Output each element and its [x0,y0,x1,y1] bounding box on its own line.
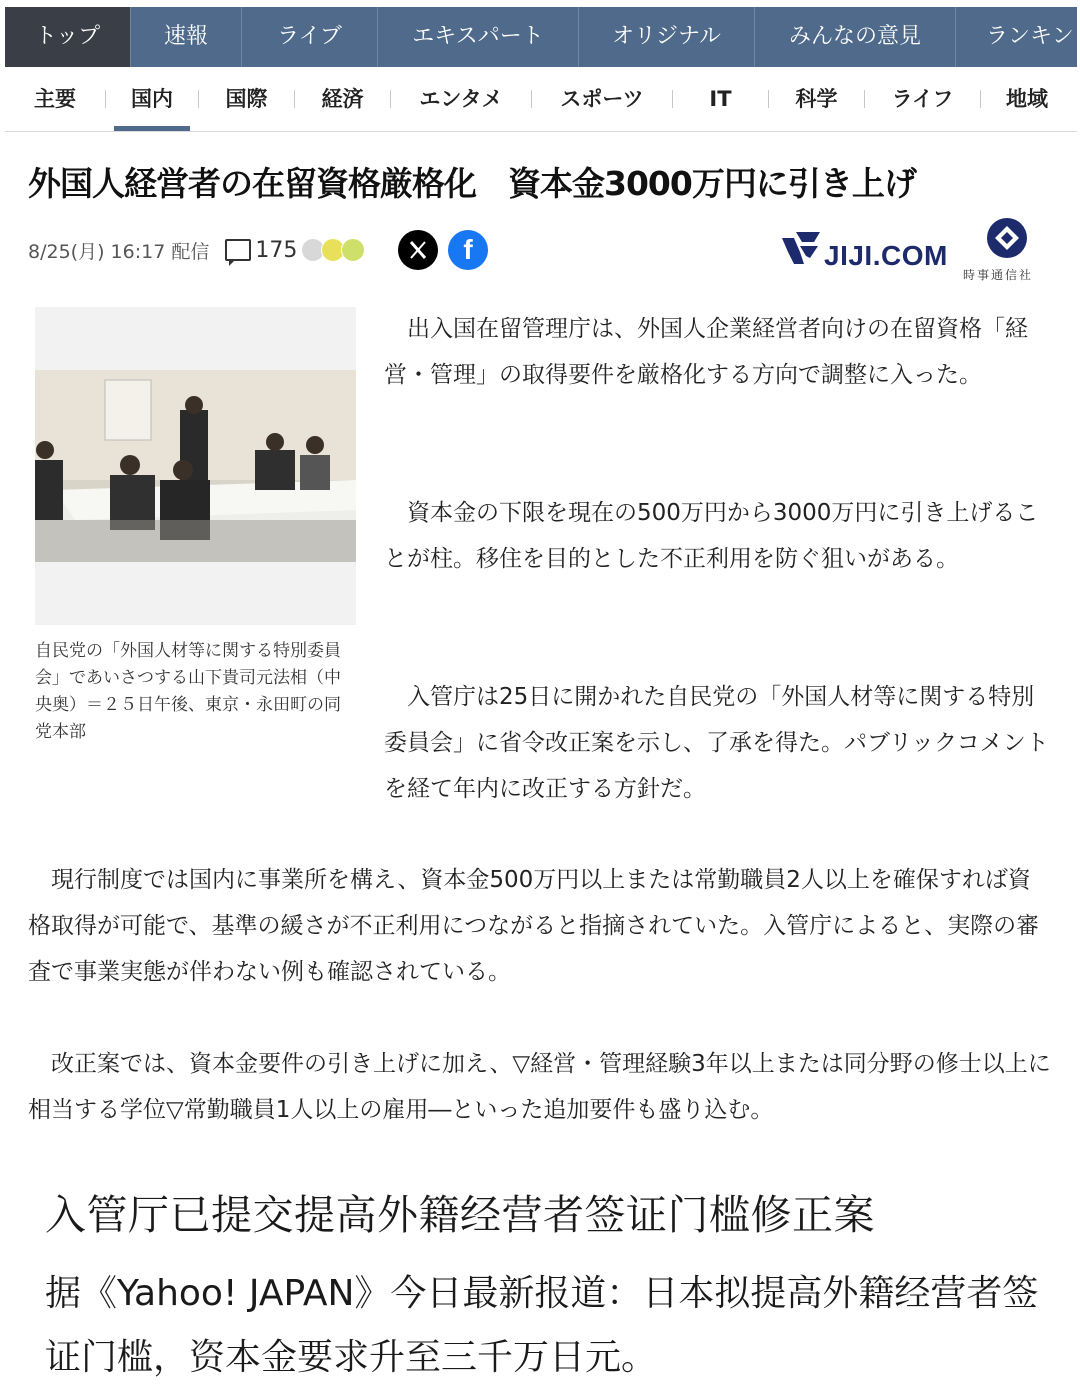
tab-top[interactable]: トップ [5,7,131,67]
jiji-logo[interactable] [780,216,1055,286]
publish-date: 8/25(月) 16:17 配信 [28,240,210,263]
jiji-emblem-icon [985,216,1029,260]
facebook-icon[interactable]: f [448,230,488,270]
photo-caption: 自民党の「外国人材等に関する特別委員会」であいさつする山下貴司元法相（中央奥）＝２５日午後、東京・永田町の同党本部 [35,641,341,742]
category-nav [5,67,1077,132]
tab-breaking[interactable]: 速報 [131,7,242,67]
jiji-wordmark: JIJI.COM [824,240,948,271]
category-economy[interactable]: 経済 [321,87,364,111]
article-paragraph: 資本金の下限を現在の500万円から3000万円に引き上げることが柱。移住を目的とした不正利用を防ぐ狙いがある。 [384,500,1039,572]
category-entertainment[interactable]: エンタメ [419,87,503,111]
category-sports[interactable]: スポーツ [560,87,644,111]
article-photo[interactable] [35,307,356,625]
tab-expert[interactable]: エキスパート [378,7,579,67]
jiji-mark-icon [780,228,822,268]
tab-live[interactable]: ライブ [242,7,378,67]
category-international[interactable]: 国際 [225,87,268,111]
article-meta [28,228,365,272]
tab-opinions[interactable]: みんなの意見 [755,7,956,67]
jiji-kanji: 時事通信社 [963,268,1034,282]
category-science[interactable]: 科学 [795,87,838,111]
article-paragraph: 出入国在留管理庁は、外国人企業経営者向けの在留資格「経営・管理」の取得要件を厳格化する方向で調整に入った。 [384,316,1028,388]
article-paragraph: 改正案では、資本金要件の引き上げに加え、▽経営・管理経験3年以上または同分野の修士以上に相当する学位▽常勤職員1人以上の雇用―といった追加要件も盛り込む。 [28,1051,1051,1123]
article-headline: 外国人経営者の在留資格厳格化 資本金3000万円に引き上げ [28,164,916,203]
category-it[interactable]: IT [709,87,732,111]
category-main[interactable]: 主要 [34,87,76,111]
article-paragraph: 現行制度では国内に事業所を構え、資本金500万円以上または常勤職員2人以上を確保すれば資格取得が可能で、基準の緩さが不正利用につながると指摘されていた。入管庁によると、実際の審査で事業実態が伴わない例も確認されている。 [28,867,1040,985]
comment-icon[interactable] [225,239,251,261]
category-life[interactable]: ライフ [891,87,954,111]
x-glyph [398,230,438,270]
category-domestic[interactable]: 国内 [106,67,198,131]
meeting-photo [35,370,356,562]
summary-title: 入管厅已提交提高外籍经营者签证门槛修正案 [45,1191,875,1239]
summary-body: 据《Yahoo! JAPAN》今日最新报道：日本拟提高外籍经营者签证门槛，资本金要求升至三千万日元。 [45,1273,1039,1378]
tab-original[interactable]: オリジナル [579,7,755,67]
article-paragraph: 入管庁は25日に開かれた自民党の「外国人材等に関する特別委員会」に省令改正案を示し、了承を得た。パブリックコメントを経て年内に改正する方針だ。 [384,684,1049,802]
x-icon[interactable] [398,230,438,270]
top-nav [5,7,1077,67]
comment-count[interactable]: 175 [255,237,298,263]
category-region[interactable]: 地域 [1006,87,1048,111]
reaction-icon [341,238,365,262]
tab-ranking[interactable]: ランキン [986,24,1074,49]
reaction-icons[interactable] [305,238,365,262]
